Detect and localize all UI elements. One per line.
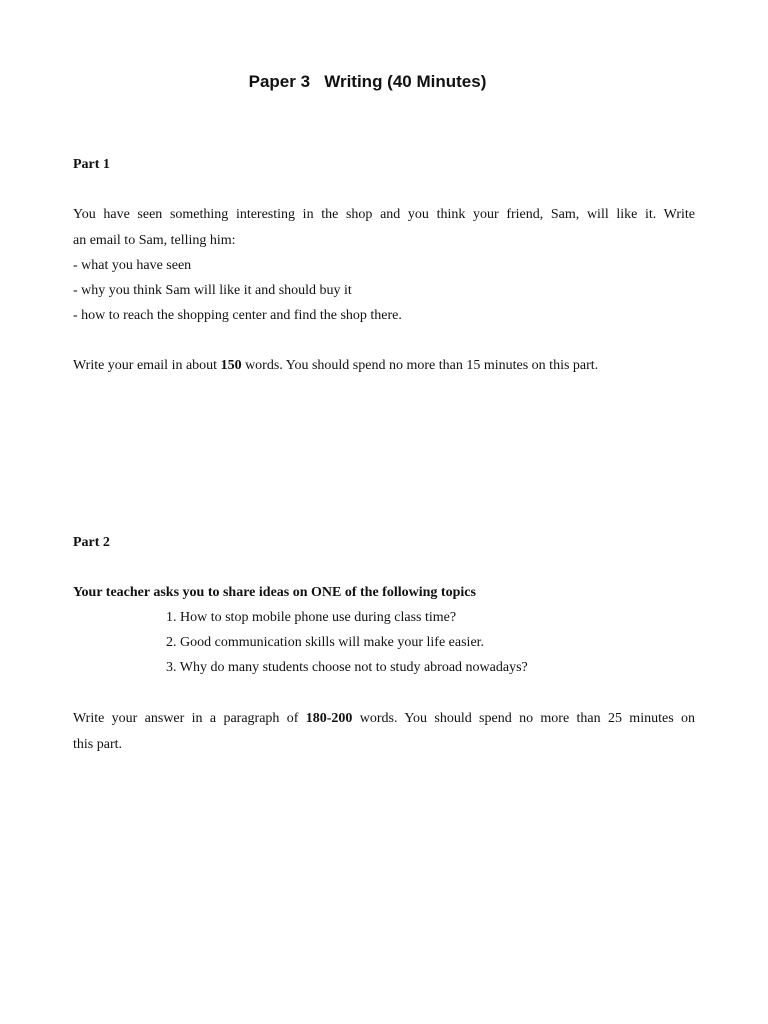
part2-word-count: 180-200 xyxy=(305,711,353,726)
part1-intro-line2: an email to Sam, telling him: xyxy=(73,233,236,248)
part1-intro-line1: You have seen something interesting in the shop and you think your friend, Sam, will like it. Write xyxy=(73,207,695,222)
part2-instruction-prefix: Write your answer in a paragraph of xyxy=(73,711,306,726)
part1-heading: Part 1 xyxy=(73,157,110,172)
part2-topic: 3. Why do many students choose not to study abroad nowadays? xyxy=(166,660,528,675)
part1-instruction-prefix: Write your email in about xyxy=(73,358,221,373)
part1-word-count: 150 xyxy=(220,358,242,373)
part2-prompt: Your teacher asks you to share ideas on ONE of the following topics xyxy=(73,585,476,600)
part2-instruction xyxy=(73,711,695,727)
part2-topic: 1. How to stop mobile phone use during class time? xyxy=(166,610,457,625)
part1-bullet: - how to reach the shopping center and find the shop there. xyxy=(73,308,402,323)
page-title: Paper 3 Writing (40 Minutes) xyxy=(248,72,487,91)
part2-instruction-suffix: words. You should spend no more than 25 minutes on xyxy=(352,711,695,726)
part1-instruction xyxy=(73,358,598,374)
part1-bullet: - what you have seen xyxy=(73,258,192,273)
part1-bullet: - why you think Sam will like it and should buy it xyxy=(73,283,352,298)
part2-topic: 2. Good communication skills will make your life easier. xyxy=(166,635,485,650)
part1-instruction-suffix: words. You should spend no more than 15 minutes on this part. xyxy=(241,358,599,373)
part2-heading: Part 2 xyxy=(73,535,110,550)
part2-instruction-line2: this part. xyxy=(73,737,122,752)
